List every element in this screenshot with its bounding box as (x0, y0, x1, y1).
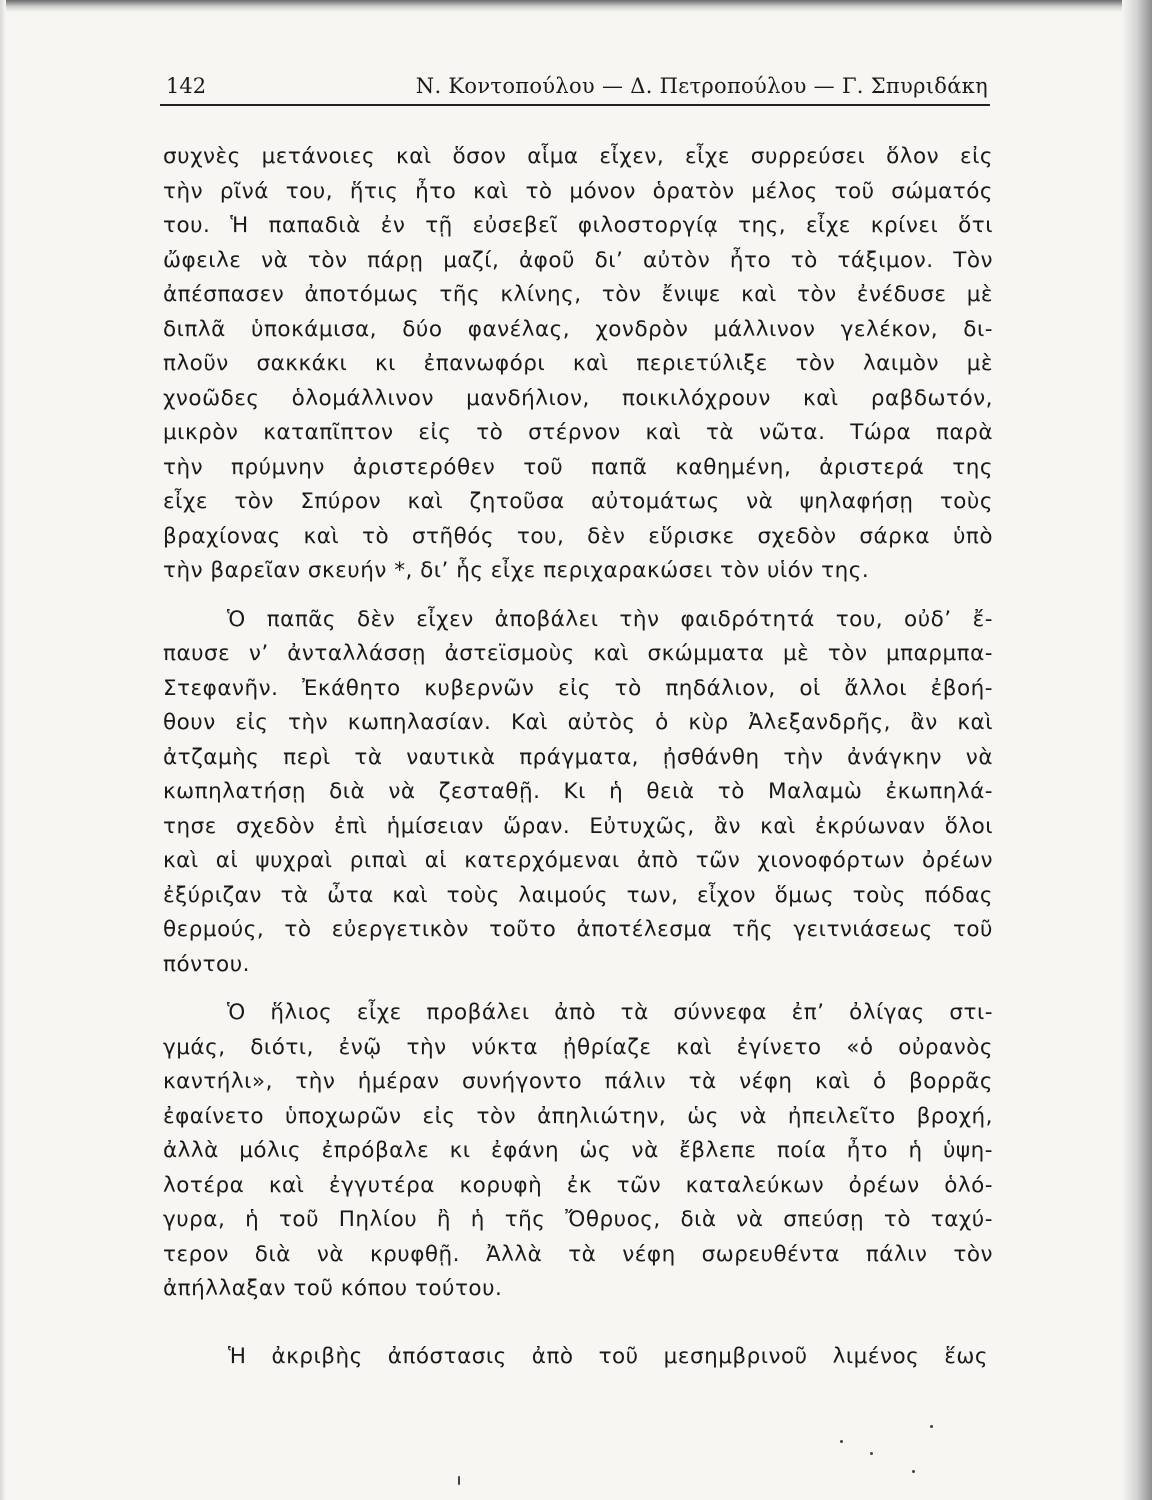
print-speck (458, 1476, 460, 1485)
text-line: λοτέρα καὶ ἐγγυτέρα κορυφὴ ἐκ τῶν καταλεύκων ὀρέων ὁλό- (163, 1172, 993, 1198)
text-line: χνοῶδες ὁλομάλλινον μανδήλιον, ποικιλόχρουν καὶ ραβδωτόν, (163, 385, 993, 411)
text-line: κωπηλατήσῃ διὰ νὰ ζεσταθῇ. Κι ἡ θειὰ τὸ Μαλαμὼ ἐκωπηλά- (163, 779, 993, 804)
text-line: ἀτζαμὴς περὶ τὰ ναυτικὰ πράγματα, ᾐσθάνθη τὴν ἀνάγκην νὰ (163, 744, 993, 770)
text-line: ἀπέσπασεν ἀποτόμως τῆς κλίνης, τὸν ἔνιψε καὶ τὸν ἐνέδυσε μὲ (163, 282, 993, 307)
text-line: μικρὸν καταπῖπτον εἰς τὸ στέρνον καὶ τὰ νῶτα. Τώρα παρὰ (163, 420, 993, 445)
text-line: ἐφαίνετο ὑποχωρῶν εἰς τὸν ἀπηλιώτην, ὡς νὰ ἠπειλεῖτο βροχή, (163, 1103, 993, 1129)
text-line: ἐξύριζαν τὰ ὦτα καὶ τοὺς λαιμούς των, εἶχον ὅμως τοὺς πόδας (163, 882, 993, 908)
text-line: τὴν πρύμνην ἀριστερόθεν τοῦ παπᾶ καθημένη, ἀριστερά της (163, 454, 993, 480)
text-line: τὴν βαρεῖαν σκευήν *, δι’ ἧς εἶχε περιχαρακώσει τὸν υἱόν της. (163, 558, 870, 583)
page-number: 142 (166, 74, 207, 98)
text-line: καὶ αἱ ψυχραὶ ριπαὶ αἱ κατερχόμεναι ἀπὸ τῶν χιονοφόρτων ὀρέων (163, 848, 993, 873)
text-line: πόντου. (163, 951, 250, 977)
text-line: θουν εἰς τὴν κωπηλασίαν. Καὶ αὐτὸς ὁ κὺρ Ἀλεξανδρῆς, ἂν καὶ (163, 710, 993, 735)
text-line: ἀλλὰ μόλις ἐπρόβαλε κι ἐφάνη ὡς νὰ ἔβλεπε ποία ἦτο ἡ ὑψη- (163, 1138, 993, 1163)
text-line: παυσε ν’ ἀνταλλάσσῃ ἀστεϊσμοὺς καὶ σκώμματα μὲ τὸν μπαρμπα- (163, 641, 993, 666)
text-line: ἀπήλλαξαν τοῦ κόπου τούτου. (163, 1276, 503, 1301)
print-speck (912, 1470, 915, 1473)
footnote-line: Ἡ ἀκριβὴς ἀπόστασις ἀπὸ τοῦ μεσημβρινοῦ λιμένος ἕως (228, 1344, 988, 1369)
print-speck (870, 1452, 873, 1455)
text-line: συχνὲς μετάνοιες καὶ ὅσον αἷμα εἶχεν, εἶχε συρρεύσει ὅλον εἰς (163, 144, 993, 169)
print-speck (840, 1440, 843, 1443)
print-speck (930, 1425, 933, 1428)
text-line: βραχίονας καὶ τὸ στῆθός του, δὲν εὕρισκε σχεδὸν σάρκα ὑπὸ (163, 523, 993, 549)
text-line: τὴν ρῖνά του, ἥτις ἦτο καὶ τὸ μόνον ὁρατὸν μέλος τοῦ σώματός (163, 178, 993, 204)
page-edge-left (0, 0, 6, 1500)
paragraph-2 (163, 603, 993, 983)
text-line: Ὁ παπᾶς δὲν εἶχεν ἀποβάλει τὴν φαιδρότητά του, οὐδ’ ἔ- (227, 606, 993, 632)
text-line: Στεφανῆν. Ἐκάθητο κυβερνῶν εἰς τὸ πηδάλιον, οἱ ἄλλοι ἐβοή- (163, 675, 993, 701)
running-head: Ν. Κοντοπούλου — Δ. Πετροπούλου — Γ. Σπυριδάκη (415, 74, 988, 98)
page-edge-top (0, 0, 1152, 12)
text-line: τερον διὰ νὰ κρυφθῇ. Ἀλλὰ τὰ νέφη σωρευθέντα πάλιν τὸν (163, 1241, 993, 1267)
paragraph-3 (163, 996, 993, 1307)
text-line: τησε σχεδὸν ἐπὶ ἡμίσειαν ὥραν. Εὐτυχῶς, ἂν καὶ ἐκρύωναν ὅλοι (163, 813, 993, 839)
body-text (163, 140, 993, 1307)
text-line: γμάς, διότι, ἐνῷ τὴν νύκτα ᾐθρίαζε καὶ ἐγίνετο «ὁ οὐρανὸς (163, 1034, 993, 1060)
paragraph-1 (163, 140, 993, 589)
text-line: του. Ἡ παπαδιὰ ἐν τῇ εὐσεβεῖ φιλοστοργίᾳ της, εἶχε κρίνει ὅτι (163, 213, 993, 238)
text-line: πλοῦν σακκάκι κι ἐπανωφόρι καὶ περιετύλιξε τὸν λαιμὸν μὲ (163, 351, 993, 376)
text-line: εἶχε τὸν Σπύρον καὶ ζητοῦσα αὐτομάτως νὰ ψηλαφήσῃ τοὺς (163, 489, 993, 514)
text-line: διπλᾶ ὑποκάμισα, δύο φανέλας, χονδρὸν μάλλινον γελέκον, δι- (163, 316, 993, 342)
text-line: ὤφειλε νὰ τὸν πάρῃ μαζί, ἀφοῦ δι’ αὐτὸν ἦτο τὸ τάξιμον. Τὸν (163, 247, 993, 273)
page-edge-right (1122, 0, 1152, 1500)
text-line: καντήλι», τὴν ἡμέραν συνήγοντο πάλιν τὰ νέφη καὶ ὁ βορρᾶς (163, 1069, 993, 1094)
text-line: γυρα, ἡ τοῦ Πηλίου ἢ ἡ τῆς Ὄθρυος, διὰ νὰ σπεύσῃ τὸ ταχύ- (163, 1207, 993, 1232)
text-line: θερμούς, τὸ εὐεργετικὸν τοῦτο ἀποτέλεσμα τῆς γειτνιάσεως τοῦ (163, 917, 993, 942)
text-line: Ὁ ἥλιος εἶχε προβάλει ἀπὸ τὰ σύννεφα ἐπ’ ὀλίγας στι- (227, 1000, 993, 1025)
page-header (160, 72, 990, 106)
